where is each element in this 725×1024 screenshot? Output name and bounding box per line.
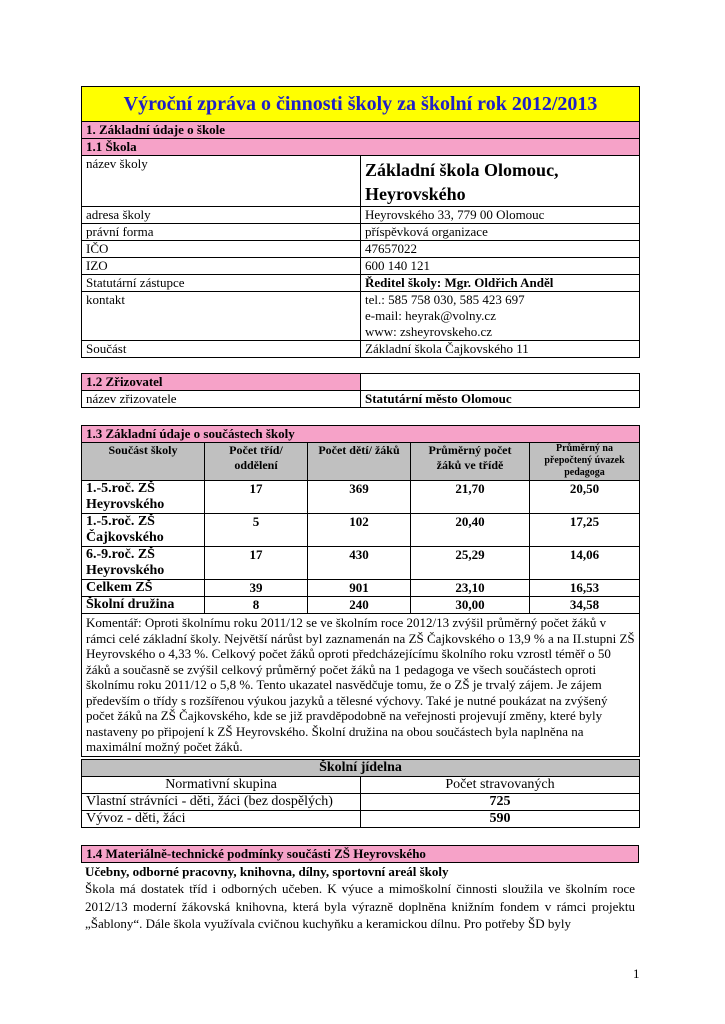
school-info-table <box>81 86 640 358</box>
section-1-3-heading: 1.3 Základní údaje o součástech školy <box>82 426 640 443</box>
canteen-heading: Školní jídelna <box>82 760 640 777</box>
classes-count: 5 <box>205 514 308 547</box>
canteen-group: Vývoz - děti, žáci <box>82 811 361 828</box>
founder-table <box>81 373 640 408</box>
avg-per-class: 30,00 <box>411 597 530 614</box>
table-row <box>82 258 640 275</box>
table-row <box>82 547 640 580</box>
contact-phone: tel.: 585 758 030, 585 423 697 <box>365 292 525 307</box>
section-1-2-heading: 1.2 Zřizovatel <box>82 374 361 391</box>
classes-count: 8 <box>205 597 308 614</box>
row-label: název školy <box>82 156 361 207</box>
table-row <box>82 275 640 292</box>
column-header: Průměrný počet žáků ve třídě <box>411 443 530 481</box>
pupils-count: 102 <box>308 514 411 547</box>
contact-web: www: zsheyrovskeho.cz <box>365 324 493 339</box>
row-value: 600 140 121 <box>361 258 640 275</box>
column-header: Počet dětí/ žáků <box>308 443 411 481</box>
empty-cell <box>361 374 640 391</box>
avg-per-teacher: 20,50 <box>530 481 640 514</box>
table-row <box>82 580 640 597</box>
row-label: kontakt <box>82 292 361 341</box>
row-value: Ředitel školy: Mgr. Oldřich Anděl <box>361 275 640 292</box>
components-table <box>81 425 640 757</box>
section-1-4 <box>81 845 639 933</box>
row-value: Základní škola Čajkovského 11 <box>361 341 640 358</box>
pupils-count: 901 <box>308 580 411 597</box>
classes-count: 17 <box>205 547 308 580</box>
classes-count: 39 <box>205 580 308 597</box>
table-row <box>82 224 640 241</box>
pupils-count: 430 <box>308 547 411 580</box>
row-value: 47657022 <box>361 241 640 258</box>
canteen-table <box>81 759 640 828</box>
column-header: Počet tříd/ oddělení <box>205 443 308 481</box>
row-label: právní forma <box>82 224 361 241</box>
classes-count: 17 <box>205 481 308 514</box>
founder-name: Statutární město Olomouc <box>361 391 640 408</box>
row-label: adresa školy <box>82 207 361 224</box>
row-label: Součást <box>82 341 361 358</box>
component-name: 1.-5.roč. ZŠ Čajkovského <box>82 514 205 547</box>
table-row <box>82 156 640 207</box>
table-row <box>82 391 640 408</box>
avg-per-teacher: 17,25 <box>530 514 640 547</box>
table-row <box>82 811 640 828</box>
avg-per-class: 23,10 <box>411 580 530 597</box>
section-1-4-subheading: Učebny, odborné pracovny, knihovna, dílny, sportovní areál školy <box>85 864 449 879</box>
row-label: Statutární zástupce <box>82 275 361 292</box>
page-number: 1 <box>633 966 640 981</box>
table-row <box>82 597 640 614</box>
table-row <box>82 341 640 358</box>
pupils-count: 240 <box>308 597 411 614</box>
table-row <box>82 292 640 341</box>
table-row <box>82 207 640 224</box>
component-name: 1.-5.roč. ZŠ Heyrovského <box>82 481 205 514</box>
table-row <box>82 794 640 811</box>
row-label: IČO <box>82 241 361 258</box>
table-row <box>82 241 640 258</box>
column-header: Součást školy <box>82 443 205 481</box>
contact-cell <box>361 292 640 341</box>
canteen-count: 590 <box>361 811 640 828</box>
avg-per-class: 25,29 <box>411 547 530 580</box>
row-label: IZO <box>82 258 361 275</box>
avg-per-class: 20,40 <box>411 514 530 547</box>
table-row <box>82 514 640 547</box>
comment-text: Komentář: Oproti školnímu roku 2011/12 se ve školním roce 2012/13 zvýšil průměrný počet žáků v rámci celé základní školy. Největší nárůst byl zaznamenán na ZŠ Čajkovského o 13,9 % a na II.stupni ZŠ Heyrovského o 4,33 %. Celkový počet žáků oproti předcházejícímu školního roku vzrostl téměř o 50 žáků a současně se zvýšil celkový průměrný počet žáků na 1 pedagoga ve všech součástech oproti školnímu roku 2011/12 o 5,8 %. Tento ukazatel nasvědčuje tomu, že o ZŠ je trvalý zájem. Je zájem především o třídy s rozšířenou výukou jazyků a tělesné výchovy. Také je nutné poukázat na zvýšený počet žáků na ZŠ Čajkovského, kde se již pravděpodobně na veřejnosti projevují změny, které byly nastaveny po připojení k ZŠ Heyrovského. Školní družina na obou součástech byla naplněna na maximální možný počet žáků. <box>82 614 640 757</box>
canteen-group: Vlastní strávníci - děti, žáci (bez dospělých) <box>82 794 361 811</box>
section-1-heading: 1. Základní údaje o škole <box>82 122 640 139</box>
component-name: 6.-9.roč. ZŠ Heyrovského <box>82 547 205 580</box>
row-value: příspěvková organizace <box>361 224 640 241</box>
column-header: Průměrný na přepočtený úvazek pedagoga <box>530 443 640 481</box>
component-name: Celkem ZŠ <box>82 580 205 597</box>
avg-per-teacher: 16,53 <box>530 580 640 597</box>
contact-email: e-mail: heyrak@volny.cz <box>365 308 496 323</box>
section-1-1-heading: 1.1 Škola <box>82 139 640 156</box>
avg-per-teacher: 14,06 <box>530 547 640 580</box>
column-header: Počet stravovaných <box>361 777 640 794</box>
section-1-4-text: Škola má dostatek tříd i odborných učeben. K výuce a mimoškolní činnosti sloužila ve školním roce 2012/13 moderní žákovská knihovna, která byla výrazně doplněna knižním fondem v rámci projektu „Šablony“. Dále škola využívala cvičnou kuchyňku a keramickou dílnu. Pro potřeby ŠD byly <box>85 881 635 931</box>
row-label: název zřizovatele <box>82 391 361 408</box>
avg-per-teacher: 34,58 <box>530 597 640 614</box>
row-value: Heyrovského 33, 779 00 Olomouc <box>361 207 640 224</box>
canteen-count: 725 <box>361 794 640 811</box>
school-name: Základní škola Olomouc, Heyrovského <box>361 156 640 207</box>
section-1-4-heading: 1.4 Materiálně-technické podmínky součásti ZŠ Heyrovského <box>81 845 639 863</box>
avg-per-class: 21,70 <box>411 481 530 514</box>
document-title: Výroční zpráva o činnosti školy za školní rok 2012/2013 <box>82 87 640 122</box>
column-header: Normativní skupina <box>82 777 361 794</box>
component-name: Školní družina <box>82 597 205 614</box>
pupils-count: 369 <box>308 481 411 514</box>
table-row <box>82 481 640 514</box>
